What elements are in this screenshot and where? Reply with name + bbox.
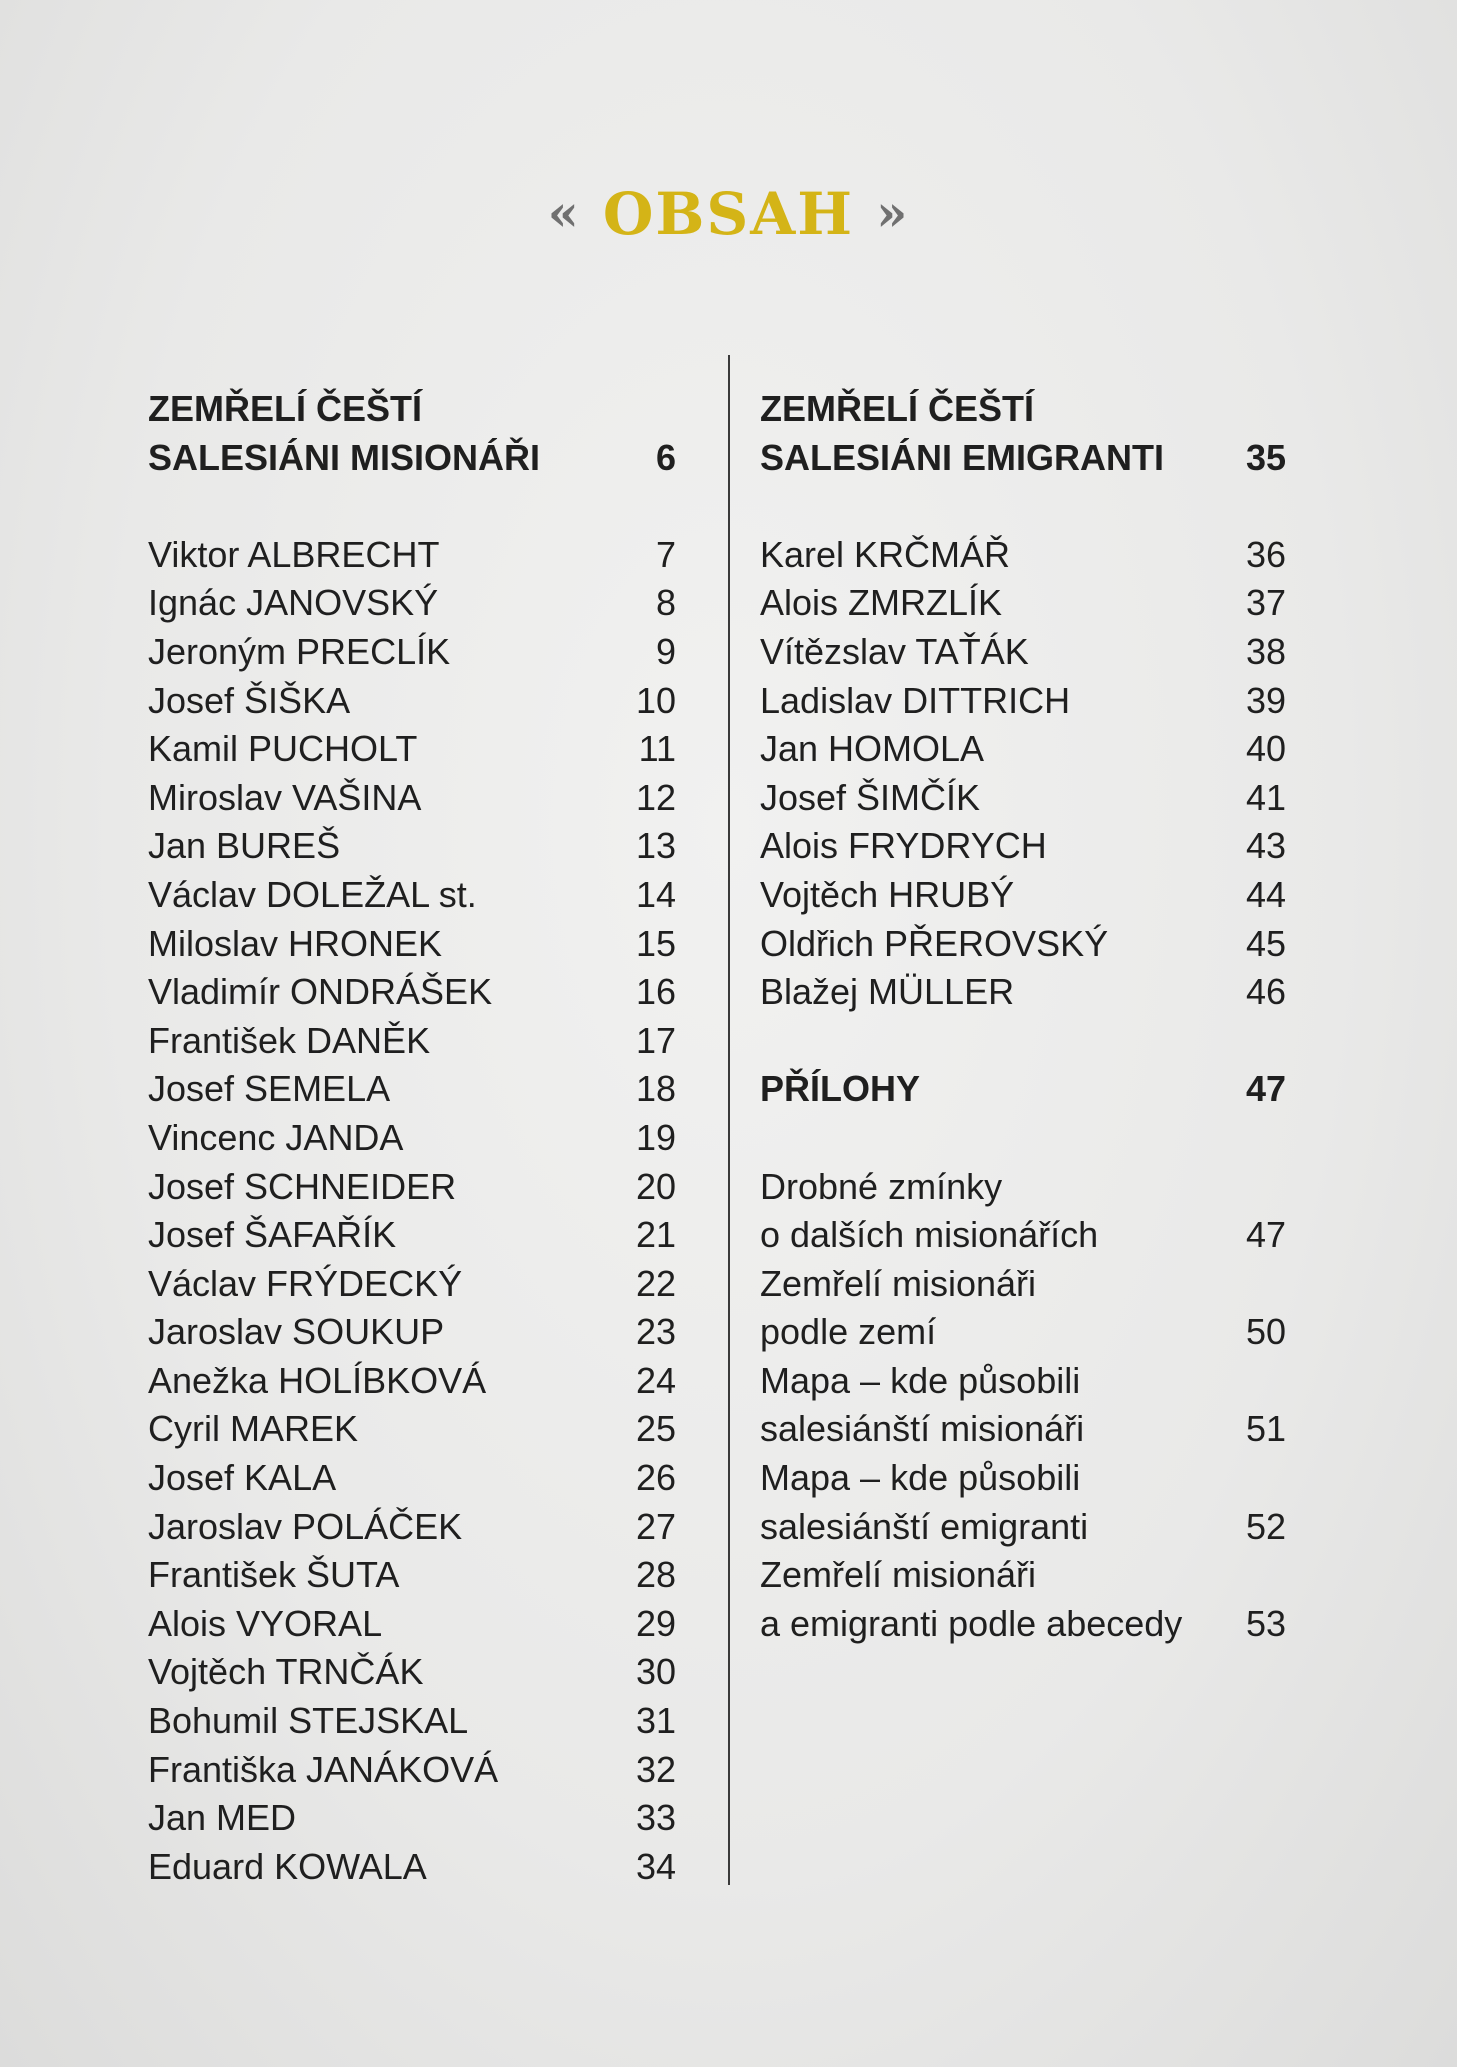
entry-page: 21 bbox=[635, 1214, 676, 1256]
entry-name: Bohumil STEJSKAL bbox=[148, 1700, 469, 1742]
entry-name: Vojtěch HRUBÝ bbox=[760, 873, 1015, 915]
toc-entry bbox=[148, 1600, 676, 1649]
section-heading-line2 bbox=[760, 434, 1286, 483]
toc-entry bbox=[760, 822, 1286, 871]
toc-entry bbox=[148, 1405, 676, 1454]
entry-name: podle zemí bbox=[760, 1311, 937, 1353]
toc-entry bbox=[148, 774, 676, 823]
entry-page: 53 bbox=[1245, 1602, 1286, 1644]
page-title bbox=[0, 180, 1457, 248]
right-entry-list bbox=[760, 531, 1286, 1017]
toc-entry bbox=[760, 579, 1286, 628]
toc-entry bbox=[148, 822, 676, 871]
entry-name: Josef SEMELA bbox=[148, 1068, 391, 1110]
entry-page: 24 bbox=[635, 1359, 676, 1401]
toc-entry bbox=[760, 774, 1286, 823]
toc-entry bbox=[760, 628, 1286, 677]
entry-page: 39 bbox=[1245, 679, 1286, 721]
entry-page: 52 bbox=[1245, 1505, 1286, 1547]
entry-page: 36 bbox=[1245, 533, 1286, 575]
entry-name: Josef KALA bbox=[148, 1457, 337, 1499]
toc-entry bbox=[148, 871, 676, 920]
toc-entry bbox=[148, 1843, 676, 1892]
right-guillemet: » bbox=[876, 183, 910, 242]
entry-page: 41 bbox=[1245, 776, 1286, 818]
entry-name: Jaroslav SOUKUP bbox=[148, 1311, 445, 1353]
entry-page: 31 bbox=[635, 1700, 676, 1742]
appendix-entry-line2 bbox=[760, 1211, 1286, 1260]
appendix-title: PŘÍLOHY bbox=[760, 1068, 921, 1110]
toc-entry bbox=[148, 1794, 676, 1843]
toc-entry bbox=[148, 1746, 676, 1795]
section-page: 6 bbox=[655, 436, 676, 478]
appendix-entry-line1 bbox=[760, 1260, 1286, 1309]
section-heading-line2 bbox=[148, 434, 676, 483]
entry-name: Jan HOMOLA bbox=[760, 728, 985, 770]
entry-page: 22 bbox=[635, 1262, 676, 1304]
entry-page: 30 bbox=[635, 1651, 676, 1693]
toc-entry bbox=[760, 968, 1286, 1017]
entry-page: 19 bbox=[635, 1116, 676, 1158]
entry-name: Miloslav HRONEK bbox=[148, 922, 443, 964]
entry-page: 29 bbox=[635, 1602, 676, 1644]
toc-entry bbox=[760, 725, 1286, 774]
entry-page: 47 bbox=[1245, 1214, 1286, 1256]
entry-page: 26 bbox=[635, 1457, 676, 1499]
toc-entry bbox=[760, 531, 1286, 580]
entry-name: Cyril MAREK bbox=[148, 1408, 359, 1450]
toc-entry bbox=[148, 1551, 676, 1600]
entry-page: 10 bbox=[635, 679, 676, 721]
toc-entry bbox=[148, 1114, 676, 1163]
entry-page: 40 bbox=[1245, 728, 1286, 770]
entry-name: Jan BUREŠ bbox=[148, 825, 341, 867]
section-title: ZEMŘELÍ ČEŠTÍ bbox=[760, 388, 1035, 429]
toc-entry bbox=[760, 871, 1286, 920]
appendix-heading bbox=[760, 1065, 1286, 1114]
entry-name: Alois FRYDRYCH bbox=[760, 825, 1047, 867]
entry-name: František ŠUTA bbox=[148, 1554, 400, 1596]
entry-name: Blažej MÜLLER bbox=[760, 971, 1015, 1013]
entry-name: Josef ŠAFAŘÍK bbox=[148, 1214, 397, 1256]
entry-page: 38 bbox=[1245, 630, 1286, 672]
toc-entry bbox=[148, 1017, 676, 1066]
entry-name: a emigranti podle abecedy bbox=[760, 1602, 1183, 1644]
entry-name: Josef ŠIMČÍK bbox=[760, 776, 981, 818]
toc-entry bbox=[148, 1163, 676, 1212]
entry-page: 33 bbox=[635, 1797, 676, 1839]
entry-name: Ignác JANOVSKÝ bbox=[148, 582, 439, 624]
entry-name: František DANĚK bbox=[148, 1019, 431, 1061]
right-column bbox=[760, 385, 1286, 1648]
entry-name: Jaroslav POLÁČEK bbox=[148, 1505, 463, 1547]
toc-entry bbox=[148, 579, 676, 628]
entry-page: 43 bbox=[1245, 825, 1286, 867]
appendix-entry-line2 bbox=[760, 1308, 1286, 1357]
toc-entry bbox=[148, 628, 676, 677]
entry-name: Vladimír ONDRÁŠEK bbox=[148, 971, 493, 1013]
toc-entry bbox=[148, 1260, 676, 1309]
entry-page: 23 bbox=[635, 1311, 676, 1353]
toc-entry bbox=[148, 677, 676, 726]
appendix-entry-line1 bbox=[760, 1454, 1286, 1503]
entry-name: Zemřelí misionáři bbox=[760, 1554, 1037, 1596]
entry-page: 34 bbox=[635, 1845, 676, 1887]
entry-name: Josef SCHNEIDER bbox=[148, 1165, 457, 1207]
entry-name: Kamil PUCHOLT bbox=[148, 728, 418, 770]
toc-entry bbox=[148, 1697, 676, 1746]
entry-name: Karel KRČMÁŘ bbox=[760, 533, 1011, 575]
appendix-entry-line1 bbox=[760, 1163, 1286, 1212]
entry-name: Alois ZMRZLÍK bbox=[760, 582, 1003, 624]
entry-name: Ladislav DITTRICH bbox=[760, 679, 1071, 721]
entry-name: Oldřich PŘEROVSKÝ bbox=[760, 922, 1109, 964]
toc-entry bbox=[760, 920, 1286, 969]
column-divider bbox=[728, 355, 730, 1885]
entry-page: 9 bbox=[655, 630, 676, 672]
entry-page: 27 bbox=[635, 1505, 676, 1547]
entry-name: salesiánští misionáři bbox=[760, 1408, 1085, 1450]
toc-entry bbox=[148, 1211, 676, 1260]
toc-entry bbox=[148, 1454, 676, 1503]
toc-entry bbox=[760, 677, 1286, 726]
left-entry-list bbox=[148, 531, 676, 1892]
entry-page: 45 bbox=[1245, 922, 1286, 964]
appendix-entry-line2 bbox=[760, 1600, 1286, 1649]
appendix-page: 47 bbox=[1245, 1068, 1286, 1110]
entry-name: Mapa – kde působili bbox=[760, 1457, 1081, 1499]
entry-name: Zemřelí misionáři bbox=[760, 1262, 1037, 1304]
appendix-entry-line2 bbox=[760, 1503, 1286, 1552]
entry-name: Josef ŠIŠKA bbox=[148, 679, 351, 721]
entry-name: Viktor ALBRECHT bbox=[148, 533, 440, 575]
entry-page: 11 bbox=[638, 728, 676, 770]
entry-page: 15 bbox=[635, 922, 676, 964]
entry-page: 51 bbox=[1245, 1408, 1286, 1450]
section-title: ZEMŘELÍ ČEŠTÍ bbox=[148, 388, 423, 429]
entry-name: Václav FRÝDECKÝ bbox=[148, 1262, 463, 1304]
entry-page: 46 bbox=[1245, 971, 1286, 1013]
entry-page: 44 bbox=[1245, 873, 1286, 915]
section-title: SALESIÁNI EMIGRANTI bbox=[760, 436, 1165, 478]
toc-entry bbox=[148, 1648, 676, 1697]
appendix-entry-line1 bbox=[760, 1357, 1286, 1406]
entry-name: Drobné zmínky bbox=[760, 1165, 1003, 1207]
entry-name: Vojtěch TRNČÁK bbox=[148, 1651, 424, 1693]
entry-page: 12 bbox=[635, 776, 676, 818]
entry-name: salesiánští emigranti bbox=[760, 1505, 1089, 1547]
entry-page: 32 bbox=[635, 1748, 676, 1790]
entry-name: Vítězslav TAŤÁK bbox=[760, 630, 1029, 672]
entry-page: 50 bbox=[1245, 1311, 1286, 1353]
section-title: SALESIÁNI MISIONÁŘI bbox=[148, 436, 541, 478]
toc-entry bbox=[148, 1357, 676, 1406]
entry-name: Anežka HOLÍBKOVÁ bbox=[148, 1359, 487, 1401]
entry-page: 17 bbox=[635, 1019, 676, 1061]
entry-name: o dalších misionářích bbox=[760, 1214, 1099, 1256]
section-heading-line1 bbox=[760, 385, 1286, 434]
entry-name: Miroslav VAŠINA bbox=[148, 776, 422, 818]
entry-page: 16 bbox=[635, 971, 676, 1013]
title-word: OBSAH bbox=[602, 180, 855, 248]
entry-name: Alois VYORAL bbox=[148, 1602, 383, 1644]
toc-entry bbox=[148, 725, 676, 774]
entry-page: 18 bbox=[635, 1068, 676, 1110]
toc-entry bbox=[148, 1065, 676, 1114]
toc-entry bbox=[148, 1308, 676, 1357]
toc-entry bbox=[148, 968, 676, 1017]
left-guillemet: « bbox=[547, 183, 581, 242]
entry-page: 25 bbox=[635, 1408, 676, 1450]
entry-page: 37 bbox=[1245, 582, 1286, 624]
entry-page: 20 bbox=[635, 1165, 676, 1207]
appendix-entry-line2 bbox=[760, 1405, 1286, 1454]
toc-entry bbox=[148, 1503, 676, 1552]
entry-page: 8 bbox=[655, 582, 676, 624]
entry-page: 14 bbox=[635, 873, 676, 915]
entry-page: 28 bbox=[635, 1554, 676, 1596]
entry-name: Vincenc JANDA bbox=[148, 1116, 404, 1158]
entry-name: Eduard KOWALA bbox=[148, 1845, 427, 1887]
appendix-entry-line1 bbox=[760, 1551, 1286, 1600]
entry-name: Mapa – kde působili bbox=[760, 1359, 1081, 1401]
appendix-entry-list bbox=[760, 1163, 1286, 1649]
entry-name: Františka JANÁKOVÁ bbox=[148, 1748, 499, 1790]
entry-name: Jan MED bbox=[148, 1797, 297, 1839]
section-heading-line1 bbox=[148, 385, 676, 434]
entry-page: 7 bbox=[655, 533, 676, 575]
entry-page: 13 bbox=[635, 825, 676, 867]
entry-name: Václav DOLEŽAL st. bbox=[148, 873, 477, 915]
entry-name: Jeroným PRECLÍK bbox=[148, 630, 451, 672]
left-column bbox=[148, 385, 676, 1891]
section-page: 35 bbox=[1245, 436, 1286, 478]
toc-entry bbox=[148, 920, 676, 969]
toc-entry bbox=[148, 531, 676, 580]
